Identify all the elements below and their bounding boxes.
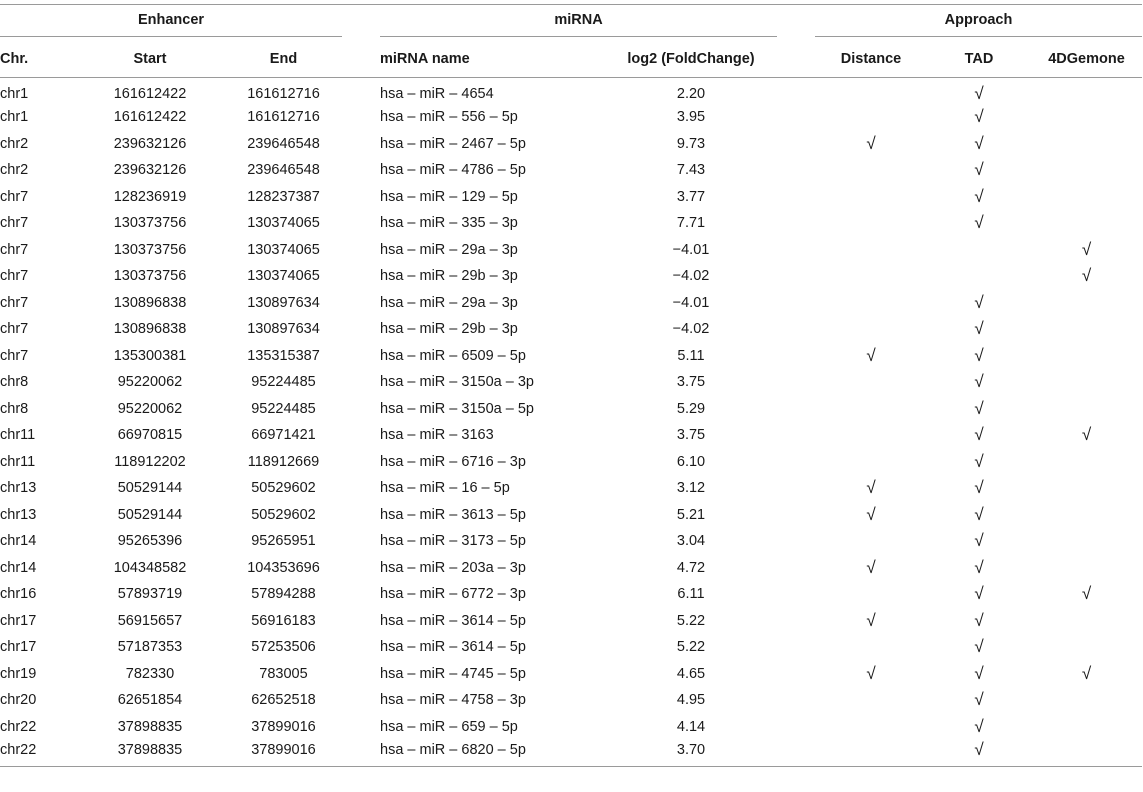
cell-log2fc: −4.02: [672, 321, 710, 338]
cell-start: 161612422: [113, 109, 187, 126]
cell-mirna-name: hsa – miR – 3614 – 5p: [380, 639, 526, 656]
cell-4dgemone-check: [1031, 290, 1142, 317]
cell-distance-check: √: [866, 133, 876, 153]
cell-start: 239632126: [113, 135, 187, 152]
cell-4dgemone-check: √: [1081, 425, 1092, 445]
cell-4dgemone-check: √: [1081, 266, 1092, 286]
cell-4dgemone-check: √: [1081, 239, 1092, 259]
cell-log2fc: 3.04: [676, 533, 706, 550]
cell-log2fc: 6.10: [676, 453, 706, 470]
table-row: [0, 449, 1142, 476]
cell-chr: chr17: [0, 639, 37, 656]
cell-distance-check: [815, 157, 927, 184]
cell-start: 62651854: [117, 692, 183, 709]
cell-mirna-name: hsa – miR – 4786 – 5p: [380, 162, 526, 179]
cell-tad-check: √: [974, 451, 984, 471]
table-row: [0, 157, 1142, 184]
cell-log2fc: 3.95: [676, 109, 706, 126]
cell-mirna-name: hsa – miR – 129 – 5p: [380, 188, 518, 205]
cell-tad-check: [927, 263, 1031, 290]
cell-4dgemone-check: [1031, 184, 1142, 211]
cell-mirna-name: hsa – miR – 29a – 3p: [380, 241, 518, 258]
cell-chr: chr7: [0, 294, 29, 311]
cell-log2fc: 9.73: [676, 135, 706, 152]
cell-tad-check: √: [974, 690, 984, 710]
cell-log2fc: 4.95: [676, 692, 706, 709]
table-row: [0, 555, 1142, 582]
cell-4dgemone-check: [1031, 608, 1142, 635]
cell-4dgemone-check: [1031, 740, 1142, 767]
cell-end: 161612716: [247, 86, 320, 102]
cell-log2fc: 3.75: [676, 374, 706, 391]
cell-distance-check: [815, 184, 927, 211]
cell-chr: chr14: [0, 533, 37, 550]
cell-chr: chr22: [0, 742, 37, 758]
cell-start: 56915657: [117, 612, 183, 629]
cell-end: 66971421: [251, 427, 316, 444]
table-row: [0, 661, 1142, 688]
table-row: [0, 369, 1142, 396]
cell-tad-check: √: [974, 557, 984, 577]
cell-end: 56916183: [251, 612, 316, 629]
cell-start: 161612422: [113, 86, 187, 102]
cell-distance-check: [815, 263, 927, 290]
cell-mirna-name: hsa – miR – 3173 – 5p: [380, 533, 526, 550]
cell-tad-check: √: [974, 213, 984, 233]
col-header-4dgemone: 4DGemone: [1031, 40, 1142, 78]
table-row: [0, 104, 1142, 131]
cell-chr: chr7: [0, 215, 29, 232]
table-row: [0, 263, 1142, 290]
cell-mirna-name: hsa – miR – 203a – 3p: [380, 559, 526, 576]
cell-start: 130896838: [113, 294, 187, 311]
cell-tad-check: √: [974, 425, 984, 445]
table-row: [0, 316, 1142, 343]
cell-chr: chr17: [0, 612, 37, 629]
cell-tad-check: √: [974, 292, 984, 312]
cell-distance-check: [815, 714, 927, 741]
cell-start: 57187353: [117, 639, 183, 656]
cell-4dgemone-check: [1031, 555, 1142, 582]
cell-tad-check: √: [974, 133, 984, 153]
cell-log2fc: 4.65: [676, 665, 706, 682]
cell-chr: chr13: [0, 506, 37, 523]
cell-distance-check: √: [866, 610, 876, 630]
cell-distance-check: √: [866, 663, 876, 683]
cell-distance-check: [815, 687, 927, 714]
cell-log2fc: 4.14: [676, 718, 706, 735]
cell-log2fc: −4.01: [672, 294, 710, 311]
table-row: [0, 131, 1142, 158]
group-header-enhancer: Enhancer: [0, 5, 342, 41]
cell-distance-check: [815, 396, 927, 423]
cell-log2fc: 5.21: [676, 506, 706, 523]
cell-distance-check: [815, 422, 927, 449]
cell-mirna-name: hsa – miR – 556 – 5p: [380, 109, 518, 126]
cell-mirna-name: hsa – miR – 29b – 3p: [380, 321, 518, 338]
cell-distance-check: [815, 316, 927, 343]
cell-start: 118912202: [114, 453, 186, 470]
cell-4dgemone-check: [1031, 475, 1142, 502]
cell-mirna-name: hsa – miR – 29a – 3p: [380, 294, 518, 311]
cell-start: 37898835: [117, 718, 183, 735]
cell-end: 161612716: [247, 109, 320, 126]
cell-4dgemone-check: [1031, 210, 1142, 237]
cell-start: 66970815: [117, 427, 183, 444]
cell-distance-check: [815, 740, 927, 767]
cell-start: 130373756: [113, 215, 187, 232]
cell-tad-check: √: [974, 610, 984, 630]
cell-4dgemone-check: [1031, 104, 1142, 131]
cell-end: 50529602: [251, 480, 316, 497]
cell-end: 57253506: [251, 639, 316, 656]
table-row: [0, 396, 1142, 423]
cell-distance-check: [815, 581, 927, 608]
cell-chr: chr2: [0, 135, 29, 152]
cell-end: 118912669: [247, 453, 320, 470]
cell-chr: chr7: [0, 321, 29, 338]
cell-start: 57893719: [117, 586, 183, 603]
cell-log2fc: 5.29: [676, 400, 706, 417]
cell-end: 95265951: [251, 533, 316, 550]
cell-mirna-name: hsa – miR – 3613 – 5p: [380, 506, 526, 523]
cell-mirna-name: hsa – miR – 3163: [380, 427, 494, 444]
cell-end: 783005: [259, 665, 308, 682]
cell-mirna-name: hsa – miR – 659 – 5p: [380, 718, 518, 735]
cell-4dgemone-check: [1031, 687, 1142, 714]
cell-start: 782330: [125, 665, 175, 682]
cell-4dgemone-check: [1031, 78, 1142, 105]
cell-tad-check: √: [974, 531, 984, 551]
cell-chr: chr13: [0, 480, 37, 497]
cell-start: 128236919: [113, 188, 187, 205]
cell-chr: chr22: [0, 718, 37, 735]
cell-end: 239646548: [247, 135, 320, 152]
cell-end: 130374065: [247, 215, 320, 232]
cell-tad-check: √: [974, 319, 984, 339]
table-row: [0, 528, 1142, 555]
cell-end: 130897634: [247, 321, 320, 338]
cell-distance-check: [815, 104, 927, 131]
table-row: [0, 714, 1142, 741]
cell-tad-check: √: [974, 398, 984, 418]
cell-tad-check: √: [974, 107, 984, 127]
cell-chr: chr1: [0, 109, 29, 126]
cell-chr: chr20: [0, 692, 37, 709]
cell-log2fc: 5.11: [677, 347, 705, 364]
cell-chr: chr7: [0, 268, 29, 285]
cell-4dgemone-check: [1031, 369, 1142, 396]
cell-4dgemone-check: √: [1081, 584, 1092, 604]
cell-tad-check: √: [974, 663, 984, 683]
cell-chr: chr16: [0, 586, 37, 603]
cell-tad-check: √: [974, 372, 984, 392]
table-row: [0, 687, 1142, 714]
cell-log2fc: −4.01: [672, 241, 710, 258]
cell-end: 130897634: [247, 294, 320, 311]
table-row: [0, 740, 1142, 767]
cell-tad-check: √: [974, 478, 984, 498]
cell-chr: chr14: [0, 559, 37, 576]
cell-start: 37898835: [117, 742, 183, 758]
cell-mirna-name: hsa – miR – 4654: [380, 86, 494, 102]
table-row: [0, 78, 1142, 105]
cell-tad-check: √: [974, 84, 984, 103]
cell-log2fc: 3.75: [676, 427, 706, 444]
cell-mirna-name: hsa – miR – 6716 – 3p: [380, 453, 526, 470]
col-header-chr: Chr.: [0, 40, 75, 78]
cell-distance-check: [815, 78, 927, 105]
cell-4dgemone-check: [1031, 528, 1142, 555]
col-header-mirna-name: miRNA name: [380, 40, 605, 78]
cell-mirna-name: hsa – miR – 6820 – 5p: [380, 742, 526, 758]
cell-tad-check: √: [974, 345, 984, 365]
cell-tad-check: √: [974, 160, 984, 180]
cell-end: 130374065: [247, 268, 320, 285]
cell-chr: chr1: [0, 86, 29, 102]
cell-chr: chr11: [0, 427, 36, 444]
col-header-distance: Distance: [815, 40, 927, 78]
cell-start: 95220062: [117, 400, 183, 417]
cell-4dgemone-check: [1031, 714, 1142, 741]
cell-distance-check: [815, 210, 927, 237]
cell-log2fc: 7.71: [676, 215, 706, 232]
cell-distance-check: [815, 449, 927, 476]
cell-4dgemone-check: [1031, 157, 1142, 184]
cell-mirna-name: hsa – miR – 335 – 3p: [380, 215, 518, 232]
cell-mirna-name: hsa – miR – 3614 – 5p: [380, 612, 526, 629]
cell-log2fc: 2.20: [676, 86, 706, 102]
cell-start: 130373756: [113, 268, 187, 285]
cell-chr: chr19: [0, 665, 37, 682]
table-row: [0, 608, 1142, 635]
cell-distance-check: √: [866, 478, 876, 498]
cell-start: 95265396: [117, 533, 183, 550]
cell-end: 37899016: [251, 718, 316, 735]
cell-start: 135300381: [113, 347, 187, 364]
cell-4dgemone-check: [1031, 131, 1142, 158]
cell-distance-check: [815, 528, 927, 555]
cell-log2fc: −4.02: [672, 268, 710, 285]
cell-mirna-name: hsa – miR – 4745 – 5p: [380, 665, 526, 682]
table-body: [0, 78, 1142, 767]
cell-log2fc: 3.77: [676, 188, 706, 205]
cell-tad-check: √: [974, 584, 984, 604]
cell-mirna-name: hsa – miR – 16 – 5p: [380, 480, 510, 497]
table-row: [0, 581, 1142, 608]
cell-mirna-name: hsa – miR – 3150a – 3p: [380, 374, 534, 391]
cell-end: 95224485: [251, 374, 316, 391]
cell-end: 37899016: [251, 742, 316, 758]
cell-4dgemone-check: [1031, 449, 1142, 476]
cell-end: 128237387: [247, 188, 320, 205]
cell-4dgemone-check: [1031, 316, 1142, 343]
cell-chr: chr8: [0, 374, 29, 391]
cell-tad-check: √: [974, 504, 984, 524]
cell-mirna-name: hsa – miR – 6509 – 5p: [380, 347, 526, 364]
cell-tad-check: [927, 237, 1031, 264]
cell-end: 95224485: [251, 400, 316, 417]
cell-end: 135315387: [247, 347, 320, 364]
cell-distance-check: [815, 634, 927, 661]
cell-chr: chr2: [0, 162, 29, 179]
cell-chr: chr7: [0, 188, 29, 205]
cell-start: 130896838: [113, 321, 187, 338]
col-header-tad: TAD: [927, 40, 1031, 78]
cell-log2fc: 6.11: [677, 586, 705, 603]
cell-distance-check: √: [866, 557, 876, 577]
cell-tad-check: √: [974, 716, 984, 736]
cell-end: 239646548: [247, 162, 320, 179]
enhancer-mirna-table: [0, 4, 1142, 767]
cell-distance-check: [815, 237, 927, 264]
cell-4dgemone-check: [1031, 343, 1142, 370]
cell-4dgemone-check: [1031, 396, 1142, 423]
cell-log2fc: 5.22: [676, 612, 706, 629]
cell-end: 130374065: [247, 241, 320, 258]
cell-end: 104353696: [247, 559, 320, 576]
table-row: [0, 502, 1142, 529]
cell-distance-check: [815, 369, 927, 396]
table-row: [0, 210, 1142, 237]
group-header-mirna: miRNA: [380, 5, 777, 41]
cell-start: 130373756: [113, 241, 187, 258]
cell-mirna-name: hsa – miR – 29b – 3p: [380, 268, 518, 285]
cell-4dgemone-check: √: [1081, 663, 1092, 683]
cell-chr: chr8: [0, 400, 29, 417]
cell-end: 57894288: [251, 586, 316, 603]
cell-chr: chr7: [0, 241, 29, 258]
group-header-approach: Approach: [815, 5, 1142, 41]
cell-chr: chr11: [0, 453, 36, 470]
cell-mirna-name: hsa – miR – 4758 – 3p: [380, 692, 526, 709]
cell-4dgemone-check: [1031, 634, 1142, 661]
col-header-log2fc: log2 (FoldChange): [605, 40, 777, 78]
cell-tad-check: √: [974, 186, 984, 206]
cell-mirna-name: hsa – miR – 3150a – 5p: [380, 400, 534, 417]
cell-distance-check: [815, 290, 927, 317]
cell-log2fc: 3.70: [676, 742, 706, 758]
cell-mirna-name: hsa – miR – 6772 – 3p: [380, 586, 526, 603]
cell-start: 239632126: [113, 162, 187, 179]
col-header-end: End: [225, 40, 342, 78]
table-row: [0, 290, 1142, 317]
cell-log2fc: 5.22: [676, 639, 706, 656]
cell-tad-check: √: [974, 740, 984, 759]
cell-start: 50529144: [117, 480, 183, 497]
table-row: [0, 422, 1142, 449]
cell-start: 104348582: [113, 559, 187, 576]
cell-end: 50529602: [251, 506, 316, 523]
cell-end: 62652518: [251, 692, 316, 709]
cell-chr: chr7: [0, 347, 29, 364]
cell-distance-check: √: [866, 345, 876, 365]
cell-start: 95220062: [117, 374, 183, 391]
table-row: [0, 475, 1142, 502]
cell-log2fc: 3.12: [676, 480, 706, 497]
table-row: [0, 237, 1142, 264]
table-row: [0, 184, 1142, 211]
table-row: [0, 634, 1142, 661]
cell-start: 50529144: [117, 506, 183, 523]
cell-log2fc: 4.72: [676, 559, 706, 576]
cell-4dgemone-check: [1031, 502, 1142, 529]
cell-log2fc: 7.43: [676, 162, 706, 179]
cell-distance-check: √: [866, 504, 876, 524]
cell-tad-check: √: [974, 637, 984, 657]
cell-mirna-name: hsa – miR – 2467 – 5p: [380, 135, 526, 152]
col-header-start: Start: [75, 40, 225, 78]
table-row: [0, 343, 1142, 370]
